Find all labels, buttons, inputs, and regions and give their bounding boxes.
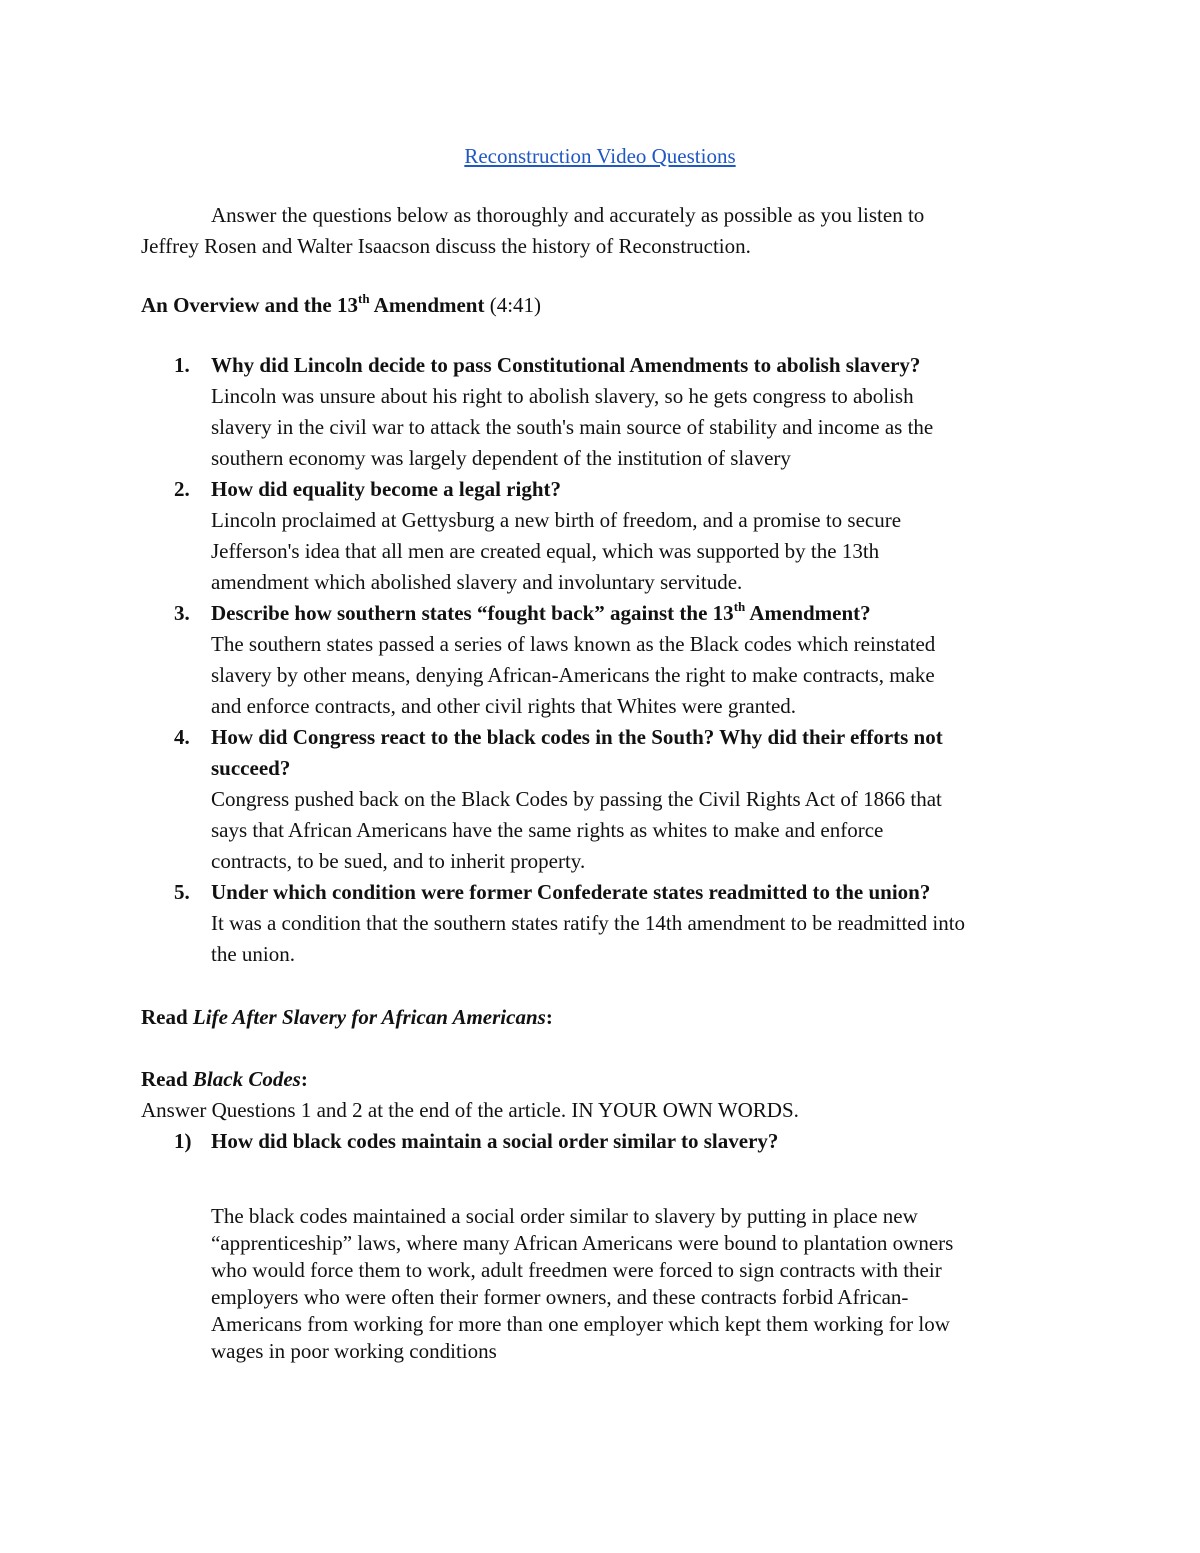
read-heading-life-after-slavery (141, 1002, 553, 1033)
question-text: How did Congress react to the black codes in the South? Why did their efforts not (211, 725, 943, 749)
article-title[interactable]: Black Codes (192, 1067, 301, 1091)
article-question-number: 1) (174, 1129, 192, 1153)
answer-line: says that African Americans have the same rights as whites to make and enforce (211, 818, 884, 842)
read-suffix: : (545, 1005, 553, 1029)
heading-text-amendment: Amendment (369, 293, 485, 317)
question-text: succeed? (211, 756, 291, 780)
question-text: Under which condition were former Confederate states readmitted to the union? (211, 880, 931, 904)
answer-line: slavery by other means, denying African-Americans the right to make contracts, make (211, 663, 935, 687)
question-text: Why did Lincoln decide to pass Constitutional Amendments to abolish slavery? (211, 353, 921, 377)
answer-line: Congress pushed back on the Black Codes by passing the Civil Rights Act of 1866 that (211, 787, 942, 811)
answer-line: contracts, to be sued, and to inherit property. (211, 849, 586, 873)
article-answer-line: Americans from working for more than one employer which kept them working for low (211, 1312, 950, 1336)
question-text: How did equality become a legal right? (211, 477, 561, 501)
question-text-end: Amendment? (745, 601, 871, 625)
answer-line: slavery in the civil war to attack the south's main source of stability and income as the (211, 415, 934, 439)
read-suffix: : (300, 1067, 308, 1091)
article-instruction: Answer Questions 1 and 2 at the end of the article. IN YOUR OWN WORDS. (141, 1098, 799, 1122)
heading-text: An Overview and the 13 (141, 293, 358, 317)
answer-line: Jefferson's idea that all men are created equal, which was supported by the 13th (211, 539, 880, 563)
question-number: 3. (174, 601, 190, 625)
question-number: 4. (174, 725, 190, 749)
read-heading-black-codes (141, 1064, 308, 1095)
article-answer-line: “apprenticeship” laws, where many African Americans were bound to plantation owners (211, 1231, 954, 1255)
answer-line: amendment which abolished slavery and involuntary servitude. (211, 570, 743, 594)
heading-superscript: th (358, 291, 370, 306)
intro-line-1: Answer the questions below as thoroughly and accurately as possible as you listen to (211, 203, 925, 227)
question-text (211, 598, 871, 629)
answer-line: Lincoln proclaimed at Gettysburg a new birth of freedom, and a promise to secure (211, 508, 902, 532)
question-superscript: th (733, 599, 746, 614)
article-answer-line: employers who were often their former owners, and these contracts forbid African- (211, 1285, 909, 1309)
question-number: 2. (174, 477, 190, 501)
answer-line: Lincoln was unsure about his right to abolish slavery, so he gets congress to abolish (211, 384, 914, 408)
answer-line: The southern states passed a series of laws known as the Black codes which reinstated (211, 632, 936, 656)
article-answer-line: who would force them to work, adult freedmen were forced to sign contracts with their (211, 1258, 942, 1282)
page-title[interactable]: Reconstruction Video Questions (464, 144, 736, 168)
answer-line: and enforce contracts, and other civil rights that Whites were granted. (211, 694, 797, 718)
article-title[interactable]: Life After Slavery for African Americans (192, 1005, 546, 1029)
article-answer-line: wages in poor working conditions (211, 1339, 497, 1363)
question-text-main: Describe how southern states “fought back” against the 13 (211, 601, 734, 625)
answer-line: the union. (211, 942, 295, 966)
question-number: 5. (174, 880, 190, 904)
intro-line-2: Jeffrey Rosen and Walter Isaacson discuss the history of Reconstruction. (141, 234, 751, 258)
question-number: 1. (174, 353, 190, 377)
answer-line: It was a condition that the southern states ratify the 14th amendment to be readmitted into (211, 911, 966, 935)
section-heading-overview (141, 290, 541, 321)
read-prefix: Read (141, 1067, 193, 1091)
answer-line: southern economy was largely dependent of the institution of slavery (211, 446, 791, 470)
heading-time: (4:41) (484, 293, 542, 317)
article-question-text: How did black codes maintain a social order similar to slavery? (211, 1129, 779, 1153)
read-prefix: Read (141, 1005, 193, 1029)
article-answer-line: The black codes maintained a social order similar to slavery by putting in place new (211, 1204, 918, 1228)
